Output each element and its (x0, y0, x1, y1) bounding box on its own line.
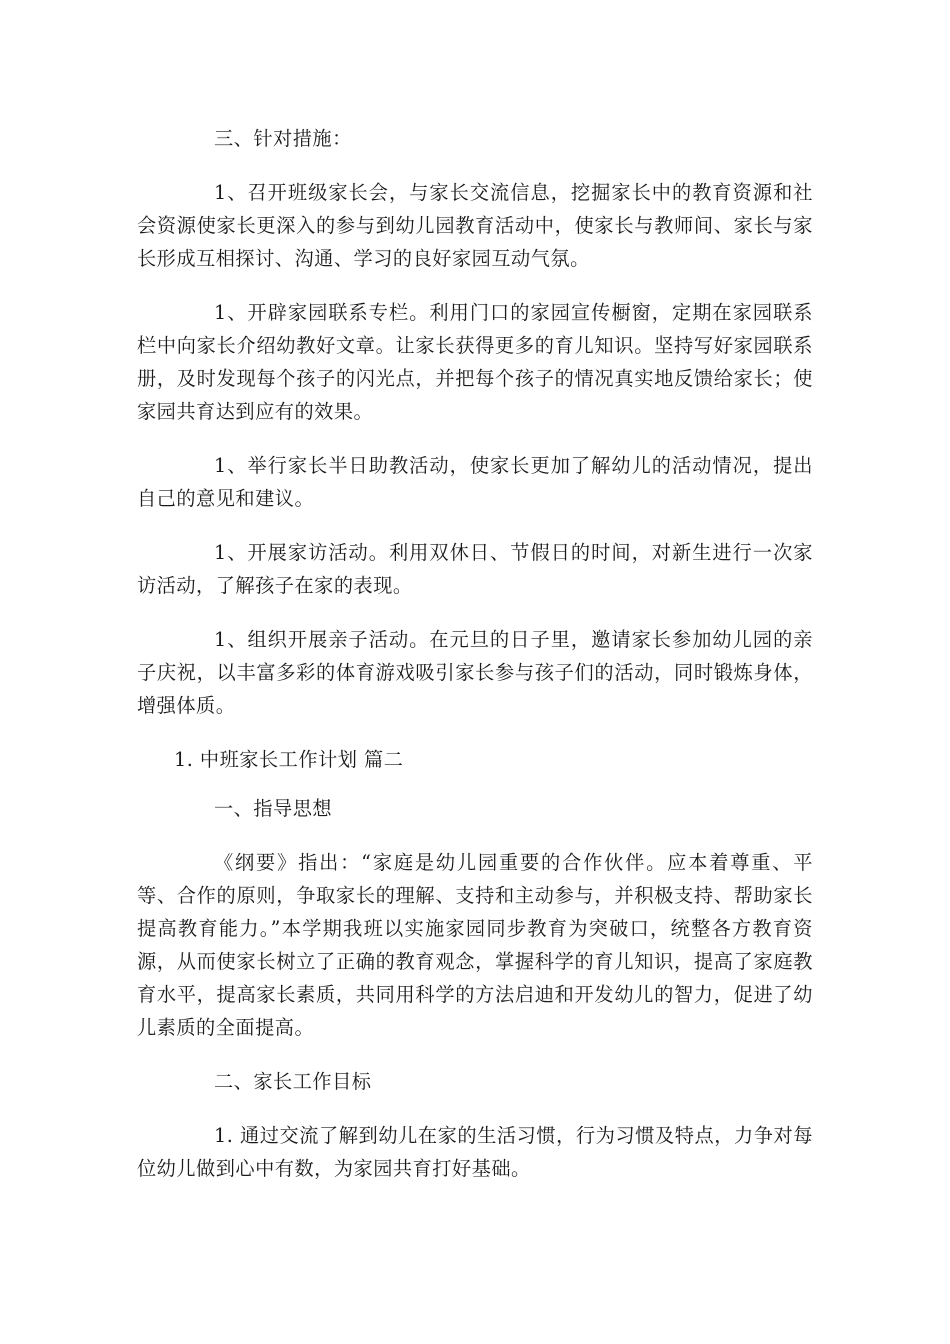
section-heading-guiding-thought: 一、指导思想 (214, 797, 333, 820)
goal-item-1: 1. 通过交流了解到幼儿在家的生活习惯，行为习惯及特点，力争对每位幼儿做到心中有数，为家园共育打好基础。 (137, 1124, 813, 1180)
section-heading-measures: 三、针对措施： (214, 127, 352, 150)
section-heading-work-goals: 二、家长工作目标 (214, 1070, 372, 1093)
measure-item-parent-child-activity: 1、组织开展亲子活动。在元旦的日子里，邀请家长参加幼儿园的亲子庆祝，以丰富多彩的体育游戏吸引家长参与孩子们的活动，同时锻炼身体，增强体质。 (137, 628, 813, 717)
measure-item-parent-meeting: 1、召开班级家长会，与家长交流信息，挖掘家长中的教育资源和社会资源使家长更深入的参与到幼儿园教育活动中，使家长与教师间、家长与家长形成互相探讨、沟通、学习的良好家园互动气氛。 (137, 181, 813, 270)
measure-item-half-day-teaching: 1、举行家长半日助教活动，使家长更加了解幼儿的活动情况，提出自己的意见和建议。 (137, 454, 813, 510)
guiding-thought-paragraph: 《纲要》指出：“家庭是幼儿园重要的合作伙伴。应本着尊重、平等、合作的原则，争取家长的理解、支持和主动参与，并积极支持、帮助家长提高教育能力。”本学期我班以实施家园同步教育为突破口，统整各方教育资源，从而使家长树立了正确的教育观念，掌握科学的育儿知识，提高了家庭教育水平，提高家长素质，共同用科学的方法启迪和开发幼儿的智力，促进了幼儿素质的全面提高。 (137, 851, 813, 1039)
plan-two-title: 1. 中班家长工作计划 篇二 (174, 748, 404, 771)
measure-item-contact-column: 1、开辟家园联系专栏。利用门口的家园宣传橱窗，定期在家园联系栏中向家长介绍幼教好文章。让家长获得更多的育儿知识。坚持写好家园联系册，及时发现每个孩子的闪光点，并把每个孩子的情况真实地反馈给家长；使家园共育达到应有的效果。 (137, 301, 813, 423)
measure-item-home-visit: 1、开展家访活动。利用双休日、节假日的时间，对新生进行一次家访活动，了解孩子在家的表现。 (137, 541, 813, 597)
document-page (137, 122, 813, 1185)
